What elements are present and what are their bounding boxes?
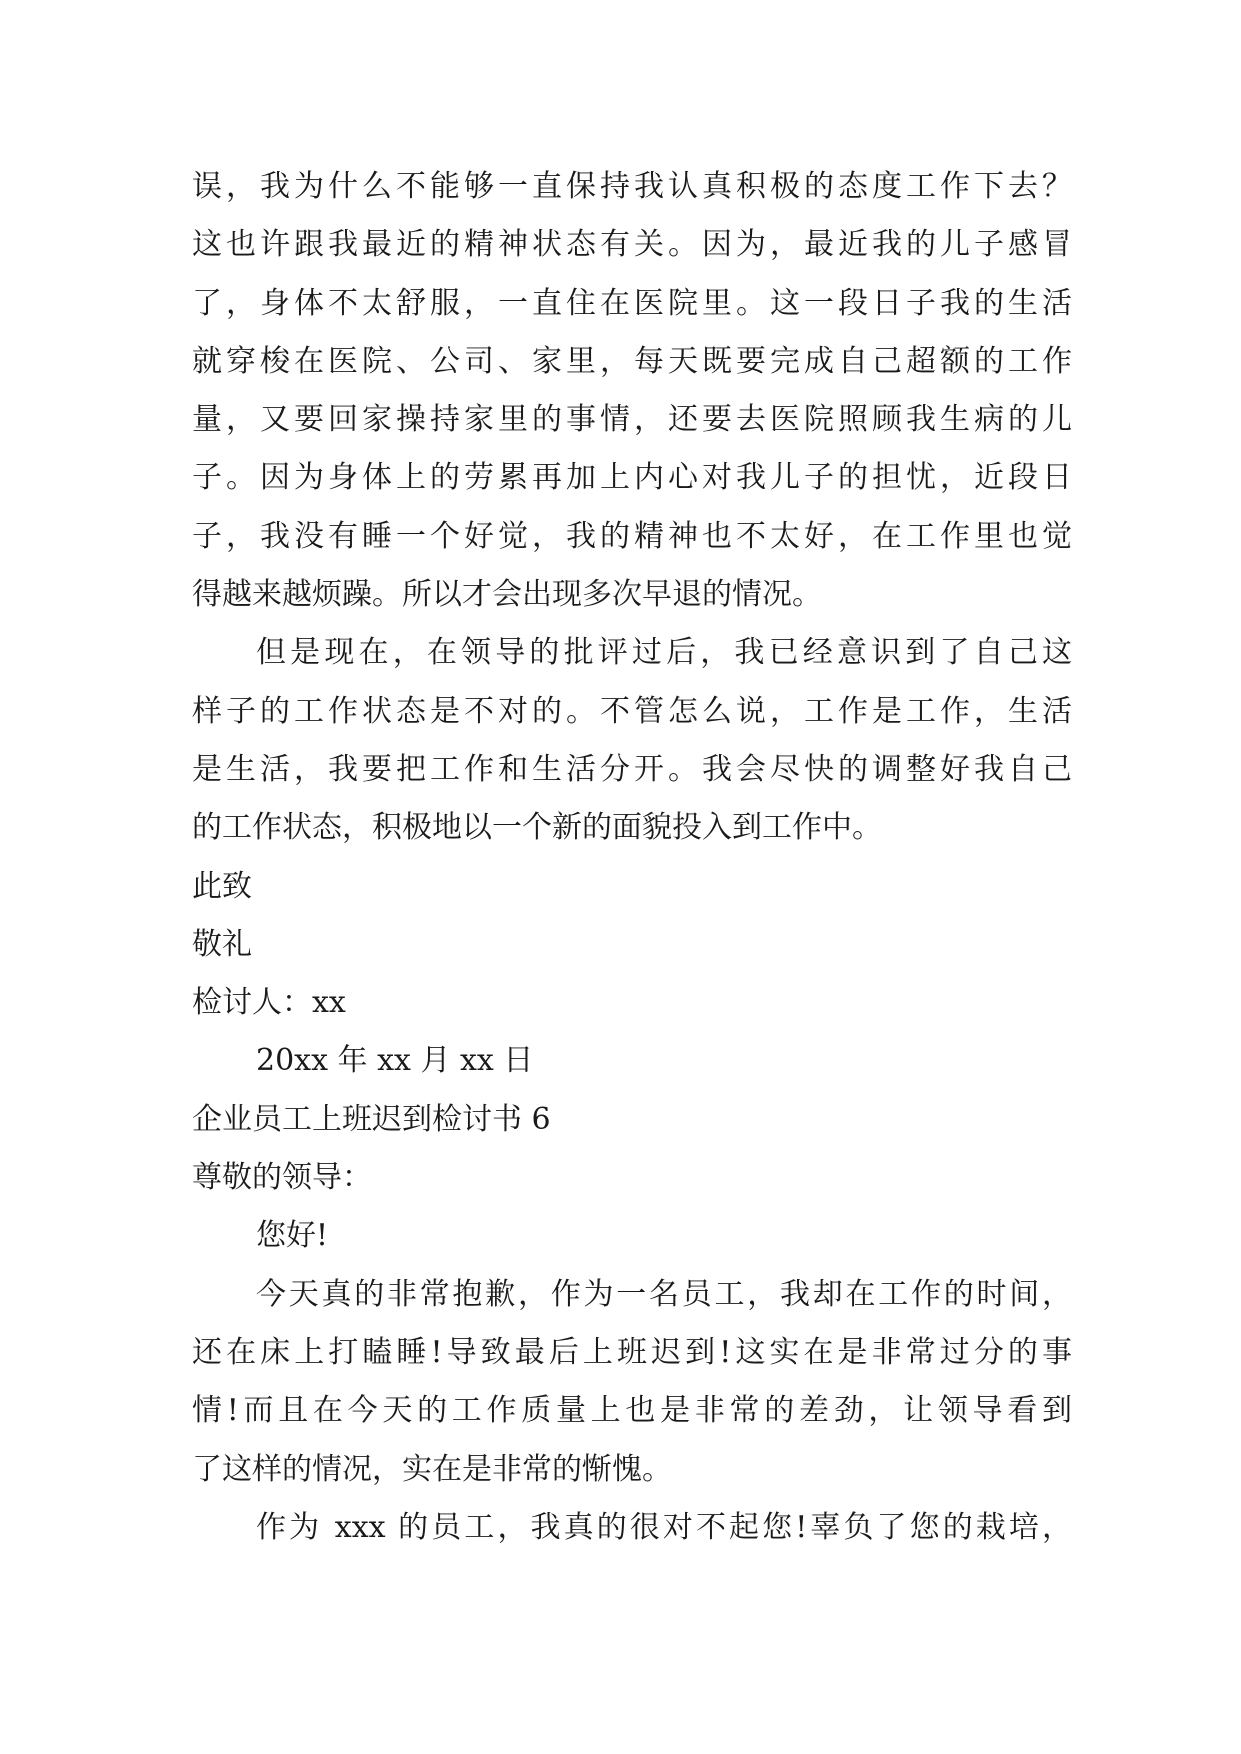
signature-line: 检讨人：xx (192, 985, 346, 1021)
text-line: 误，我为什么不能够一直保持我认真积极的态度工作下去？ (192, 169, 1072, 204)
greeting: 您好! (256, 1218, 329, 1254)
text-line: 就穿梭在医院、公司、家里，每天既要完成自己超额的工作 (192, 343, 1072, 379)
text-line: 今天真的非常抱歉，作为一名员工，我却在工作的时间， (256, 1276, 1072, 1312)
salutation: 尊敬的领导： (192, 1160, 372, 1196)
text-line: 这也许跟我最近的精神状态有关。因为，最近我的儿子感冒 (192, 227, 1072, 263)
text-line: 得越来越烦躁。所以才会出现多次早退的情况。 (192, 577, 822, 613)
text-line: 但是现在，在领导的批评过后，我已经意识到了自己这 (256, 635, 1072, 671)
text-line: 作为 xxx 的员工，我真的很对不起您!辜负了您的栽培， (256, 1509, 1072, 1545)
text-line: 样子的工作状态是不对的。不管怎么说，工作是工作，生活 (192, 693, 1072, 729)
text-line: 量，又要回家操持家里的事情，还要去医院照顾我生病的儿 (192, 402, 1072, 438)
text-line: 的工作状态，积极地以一个新的面貌投入到工作中。 (192, 810, 882, 846)
text-line: 还在床上打瞌睡!导致最后上班迟到!这实在是非常过分的事 (192, 1334, 1072, 1370)
text-line: 情!而且在今天的工作质量上也是非常的差劲，让领导看到 (192, 1393, 1072, 1429)
text-line: 了，身体不太舒服，一直住在医院里。这一段日子我的生活 (192, 285, 1072, 321)
date-line: 20xx 年 xx 月 xx 日 (256, 1043, 534, 1079)
document-body (192, 158, 1072, 1557)
text-line: 是生活，我要把工作和生活分开。我会尽快的调整好我自己 (192, 751, 1072, 787)
section-title: 企业员工上班迟到检讨书 6 (192, 1101, 551, 1137)
text-line: 子，我没有睡一个好觉，我的精神也不太好，在工作里也觉 (192, 518, 1072, 554)
text-line: 子。因为身体上的劳累再加上内心对我儿子的担忧，近段日 (192, 460, 1072, 496)
text-line: 了这样的情况，实在是非常的惭愧。 (192, 1451, 672, 1487)
closing-regards: 敬礼 (192, 926, 252, 962)
closing-salutation: 此致 (192, 868, 252, 904)
